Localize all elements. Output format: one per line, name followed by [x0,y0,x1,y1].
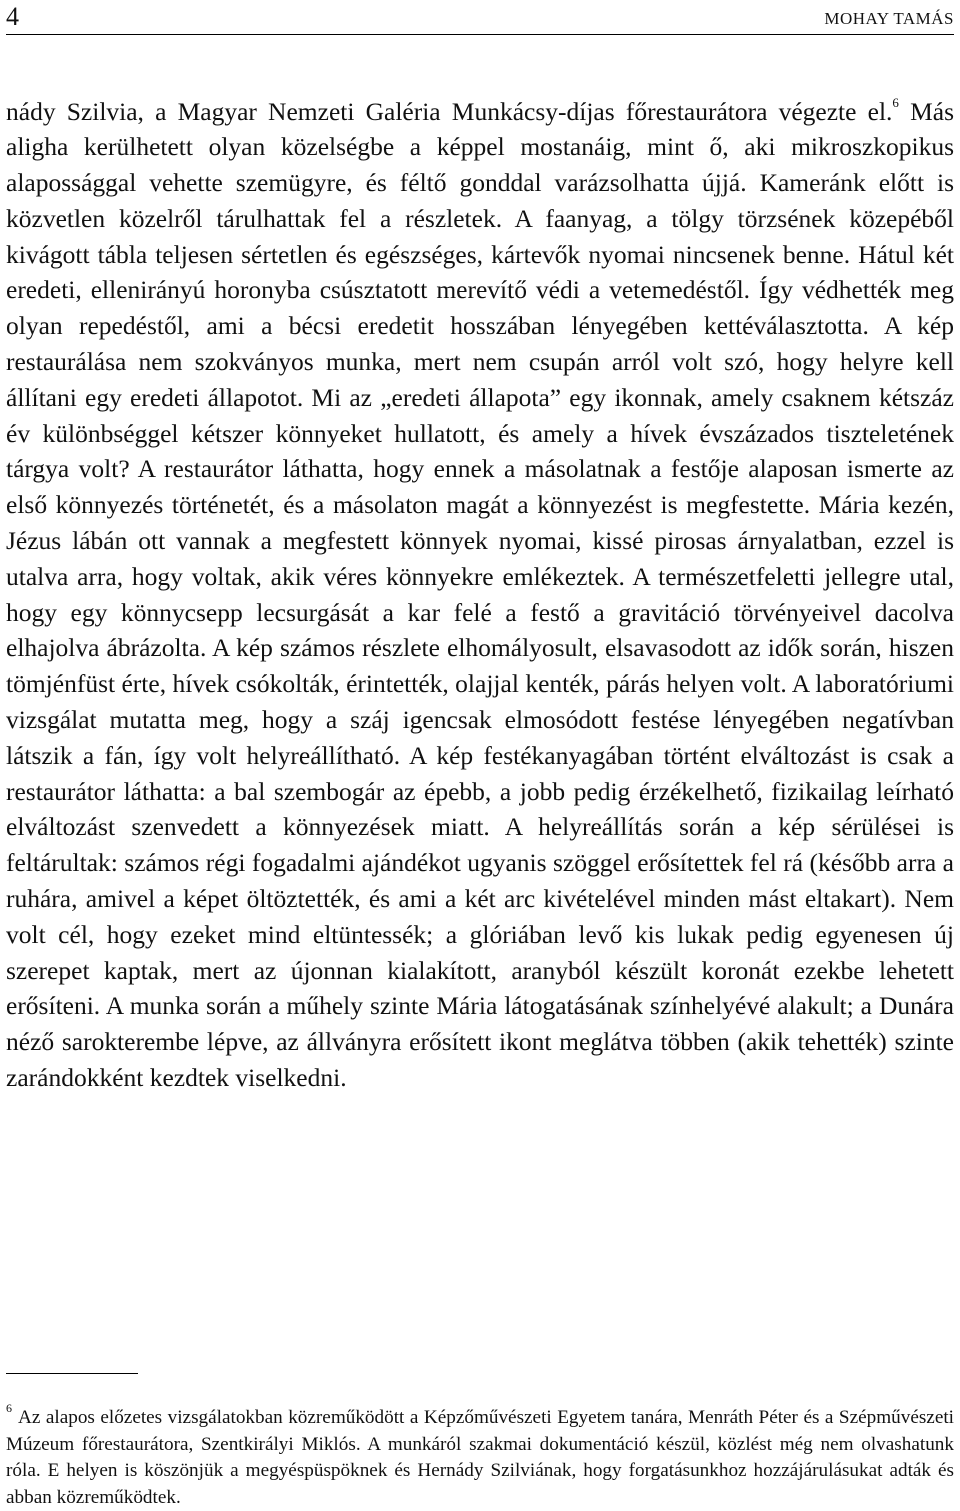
footnote-text: Az alapos előzetes vizsgálatokban közreműködött a Képzőművészeti Egyetem tanára, Menráth Péter és a Szépművészeti Múzeum főrestaurátora, Szentkirályi Miklós. A munkáról szakmai dokumentáció készül, közlést még nem olvashatunk róla. E helyen is köszönjük a megyéspüspöknek és Hernády Szilviának, hogy forgatásunkhoz hozzájárulásukat adták és abban közreműködtek. [6,1407,954,1508]
footnote-reference[interactable]: 6 [892,95,899,110]
footnote-number: 6 [6,1400,12,1415]
running-head-author: MOHAY TAMÁS [824,9,954,28]
page-number: 4 [6,2,19,31]
footnote [6,1400,954,1511]
body-paragraph [6,94,954,1096]
body-text-start: nády Szilvia, a Magyar Nemzeti Galéria Munkácsy-díjas főrestaurátora végezte el. [6,96,893,126]
body-text-rest: Más aligha kerülhetett olyan közelségbe a képpel mostanáig, mint ő, aki mikroszkopikus alapossággal vehette szemügyre, és féltő gonddal varázsolhatta újjá. Kameránk előtt is közvetlen közelről tárulhattak fel a részletek. A faanyag, a tölgy törzsének közepéből kivágott tábla teljesen sértetlen és egészséges, kártevők nyomai nincsenek benne. Hátul két eredeti, ellenirányú horonyba csúsztatott merevítő védi a vetemedéstől. Így védhették meg olyan repedéstől, ami a bécsi eredetit hosszában lényegében kettéválasztotta. A kép restaurálása nem szokványos munka, mert nem csupán arról volt szó, hogy helyre kell állítani egy eredeti állapotot. Mi az „eredeti állapota” egy ikonnak, amely csaknem kétszáz év különbséggel kétszer könnyeket hullatott, és amely a hívek évszázados tiszteletének tárgya volt? A restaurátor láthatta, hogy ennek a másolatnak a festője alaposan ismerte az első könnyezés történetét, és a másolaton magát a könnyezést is megfestette. Mária kezén, Jézus lábán ott vannak a megfestett könnyek nyomai, kissé pirosas árnyalatban, ezzel is utalva arra, hogy voltak, akik véres könnyekre emlékeztek. A természetfeletti jellegre utal, hogy egy könnycsepp lecsurgását a kar felé a festő a gravitáció törvényeivel dacolva elhajolva ábrázolta. A kép számos részlete elhomályosult, elsavasodott az idők során, hiszen tömjénfüst érte, hívek csókolták, érintették, olajjal kenték, párás helyen volt. A laboratóriumi vizsgálat mutatta meg, hogy a száj igencsak elmosódott festése lényegében negatívban látszik a fán, így volt helyreállítható. A kép festékanyagában történt elváltozást is csak a restaurátor láthatta: a bal szembogár az épebb, a jobb pedig érzékelhető, fizikailag leírható elváltozást szenvedett a könnyezések miatt. A helyreállítás során a kép sérülései is feltárultak: számos régi fogadalmi ajándékot ugyanis szöggel erősítettek fel rá (később arra a ruhára, amivel a képet öltöztették, és ami a két arc kivételével minden mást eltakart). Nem volt cél, hogy ezeket mind eltüntessék; a glóriában levő kis lukak pedig egyenesen új szerepet kaptak, mert az újonnan kialakított, aranyból készült koronát ezekbe lehetett erősíteni. A munka során a műhely szinte Mária látogatásának színhelyévé alakult; a Dunára néző sarokterembe lépve, az állványra erősített ikont meglátva többen (akik tehették) szinte zarándokként kezdtek viselkedni. [6,96,954,1093]
footnote-divider [6,1373,138,1374]
page-header [6,0,954,35]
